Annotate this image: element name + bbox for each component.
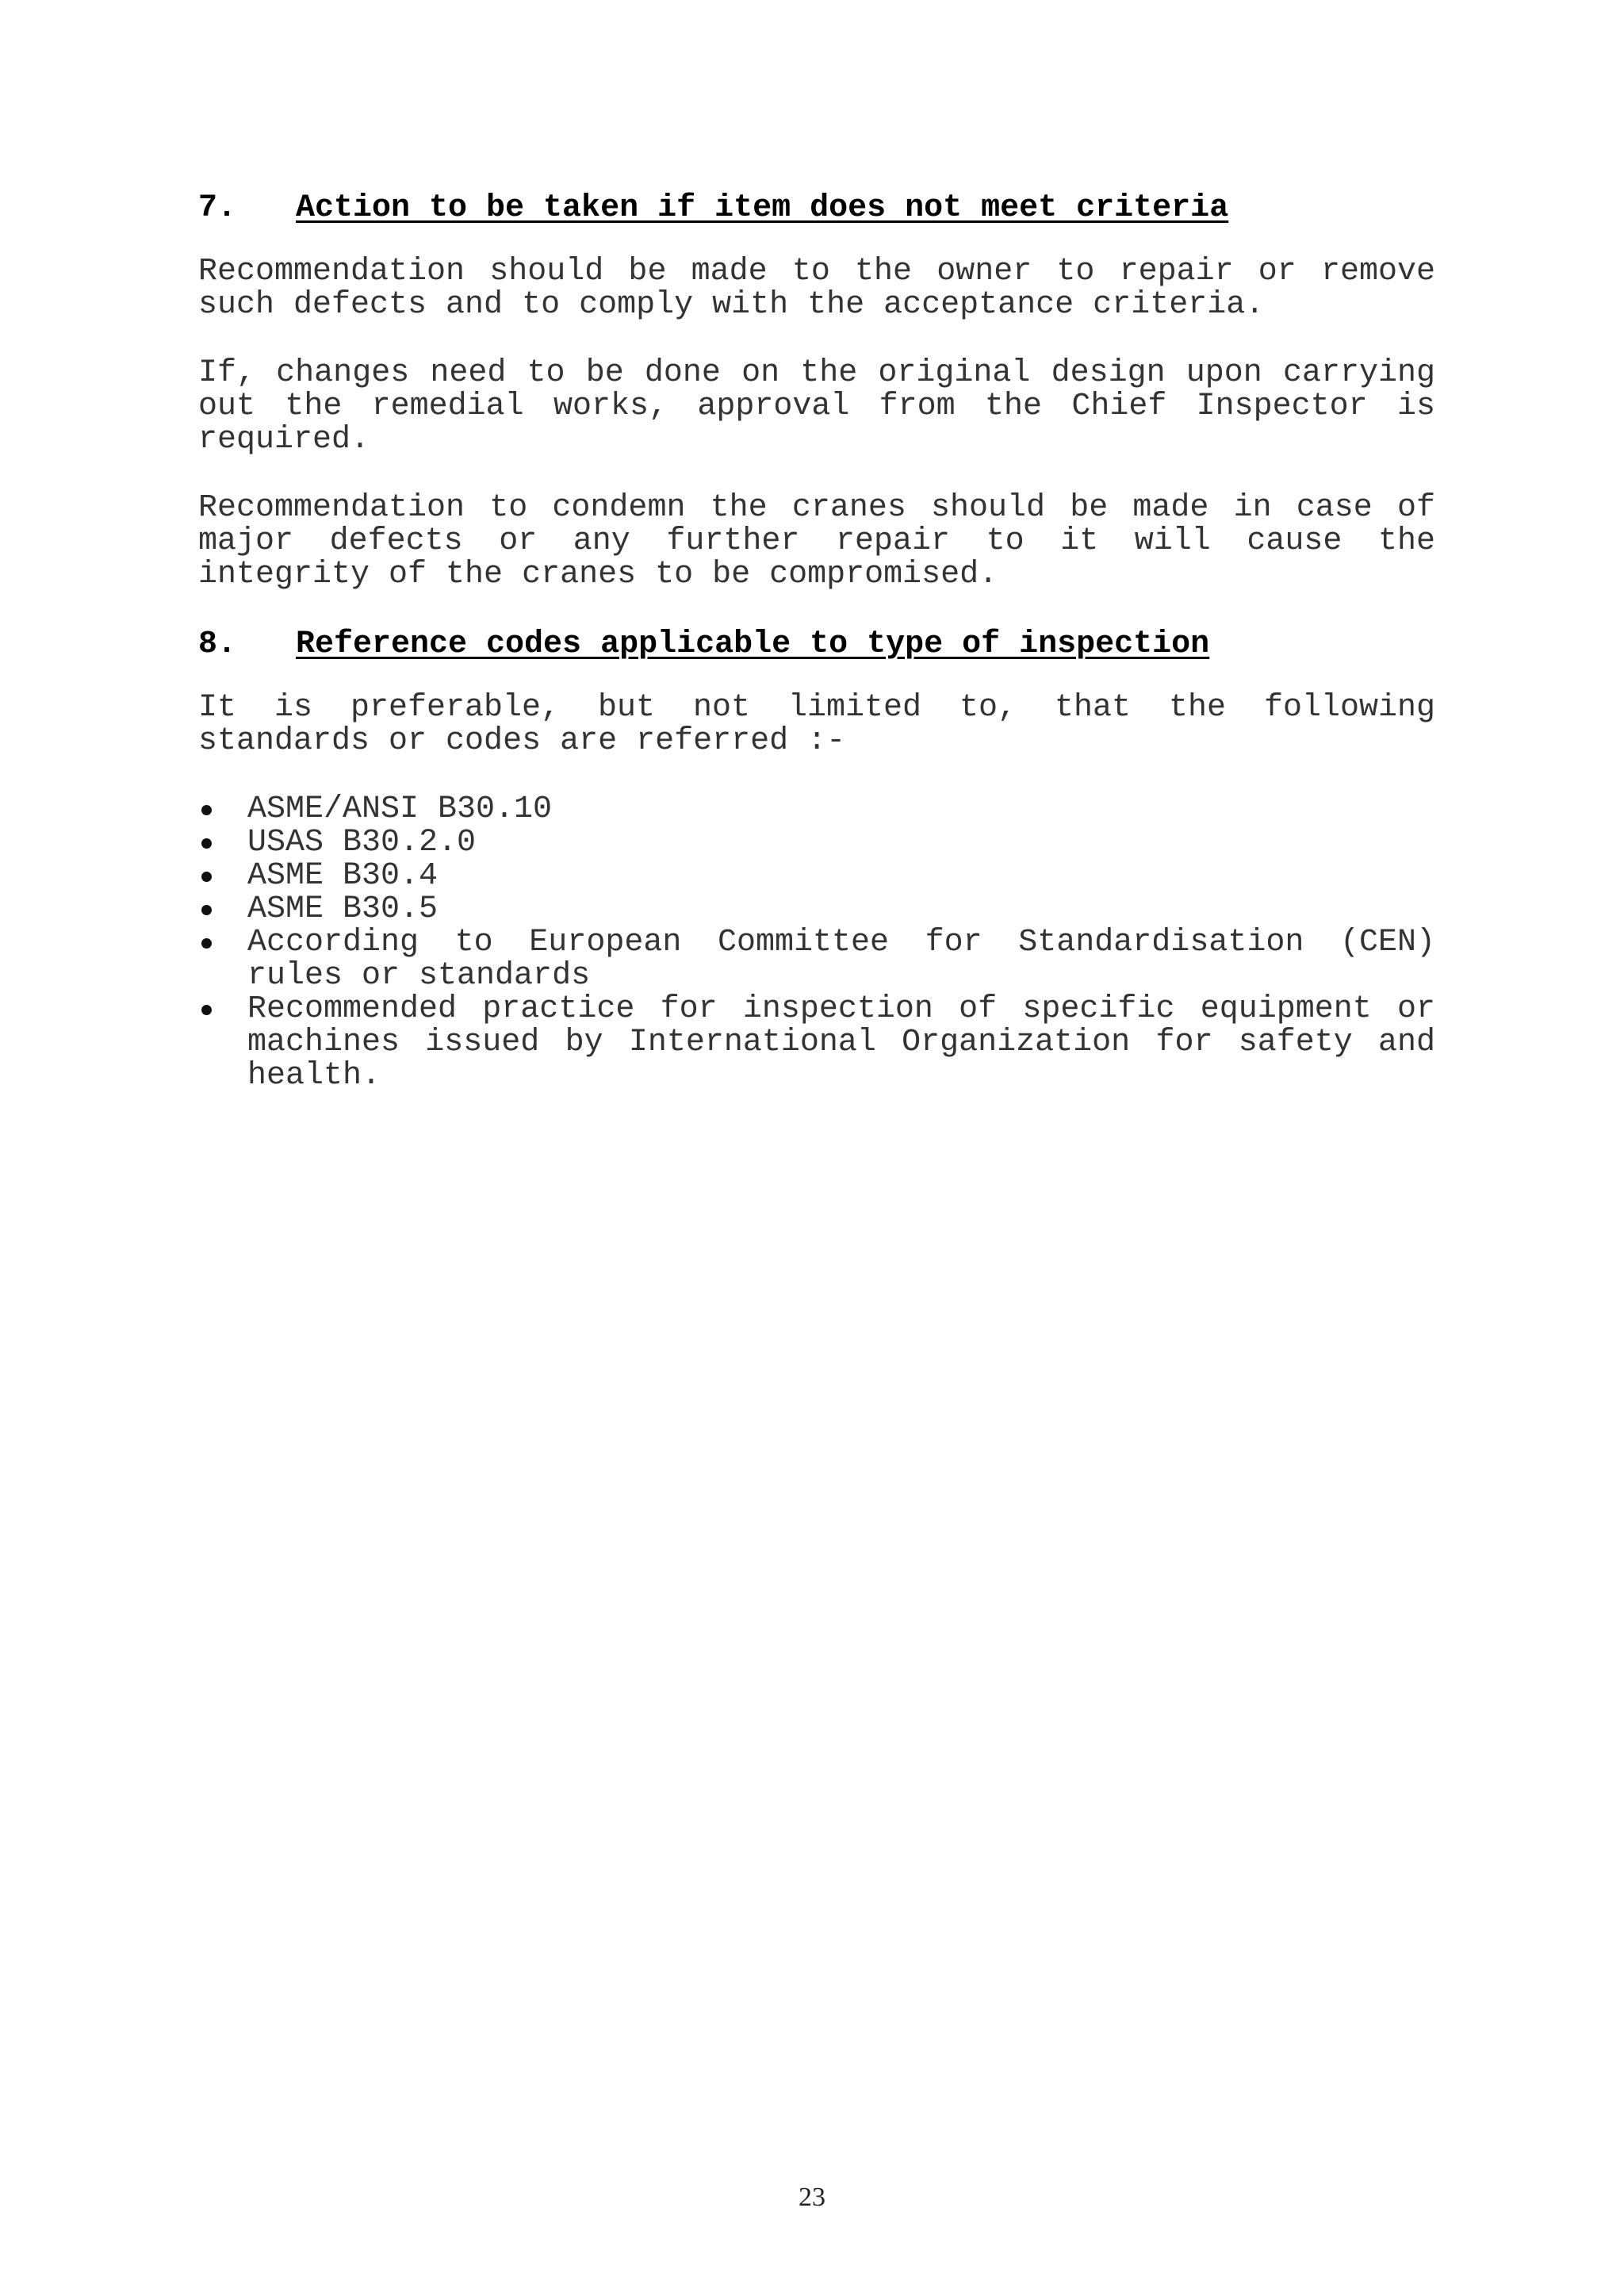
section-7-paragraph-1: Recommendation should be made to the owner to repair or remove such defects and to comply with the acceptance criteria.: [198, 254, 1435, 323]
page-number: 23: [799, 2183, 825, 2212]
bullet-icon: [201, 905, 212, 915]
list-item-text: USAS B30.2.0: [247, 825, 477, 861]
section-7-heading: [198, 190, 1435, 227]
section-8-intro: It is preferable, but not limited to, that the following standards or codes are referred :-: [198, 690, 1435, 759]
list-item: [198, 926, 1435, 993]
section-7-number: 7.: [198, 190, 237, 226]
list-item: [198, 860, 1435, 893]
list-item-text: Recommended practice for inspection of specific equipment or machines issued by International Organization for safety and health.: [247, 991, 1435, 1094]
list-item: [198, 893, 1435, 926]
bullet-icon: [201, 838, 212, 849]
list-item-text: ASME B30.4: [247, 858, 439, 894]
section-8-title: Reference codes applicable to type of inspection: [296, 627, 1210, 662]
list-item: [198, 993, 1435, 1093]
section-8-number: 8.: [198, 627, 237, 662]
bullet-icon: [201, 938, 212, 949]
list-item: [198, 793, 1435, 826]
section-7-paragraph-2: If, changes need to be done on the original design upon carrying out the remedial works, approval from the Chief Inspector is required.: [198, 355, 1435, 458]
bullet-icon: [201, 1005, 212, 1015]
bullet-icon: [201, 872, 212, 882]
section-8-heading: [198, 627, 1435, 663]
list-item-text: ASME/ANSI B30.10: [247, 792, 553, 827]
bullet-icon: [201, 805, 212, 815]
list-item: [198, 826, 1435, 860]
reference-codes-list: [198, 793, 1435, 1093]
section-7-title: Action to be taken if item does not meet criteria: [296, 190, 1229, 226]
list-item-text: According to European Committee for Standardisation (CEN) rules or standards: [247, 925, 1435, 994]
document-page: [198, 190, 1435, 1093]
section-7-paragraph-3: Recommendation to condemn the cranes should be made in case of major defects or any further repair to it will cause the integrity of the cranes to be compromised.: [198, 490, 1435, 592]
list-item-text: ASME B30.5: [247, 891, 439, 927]
